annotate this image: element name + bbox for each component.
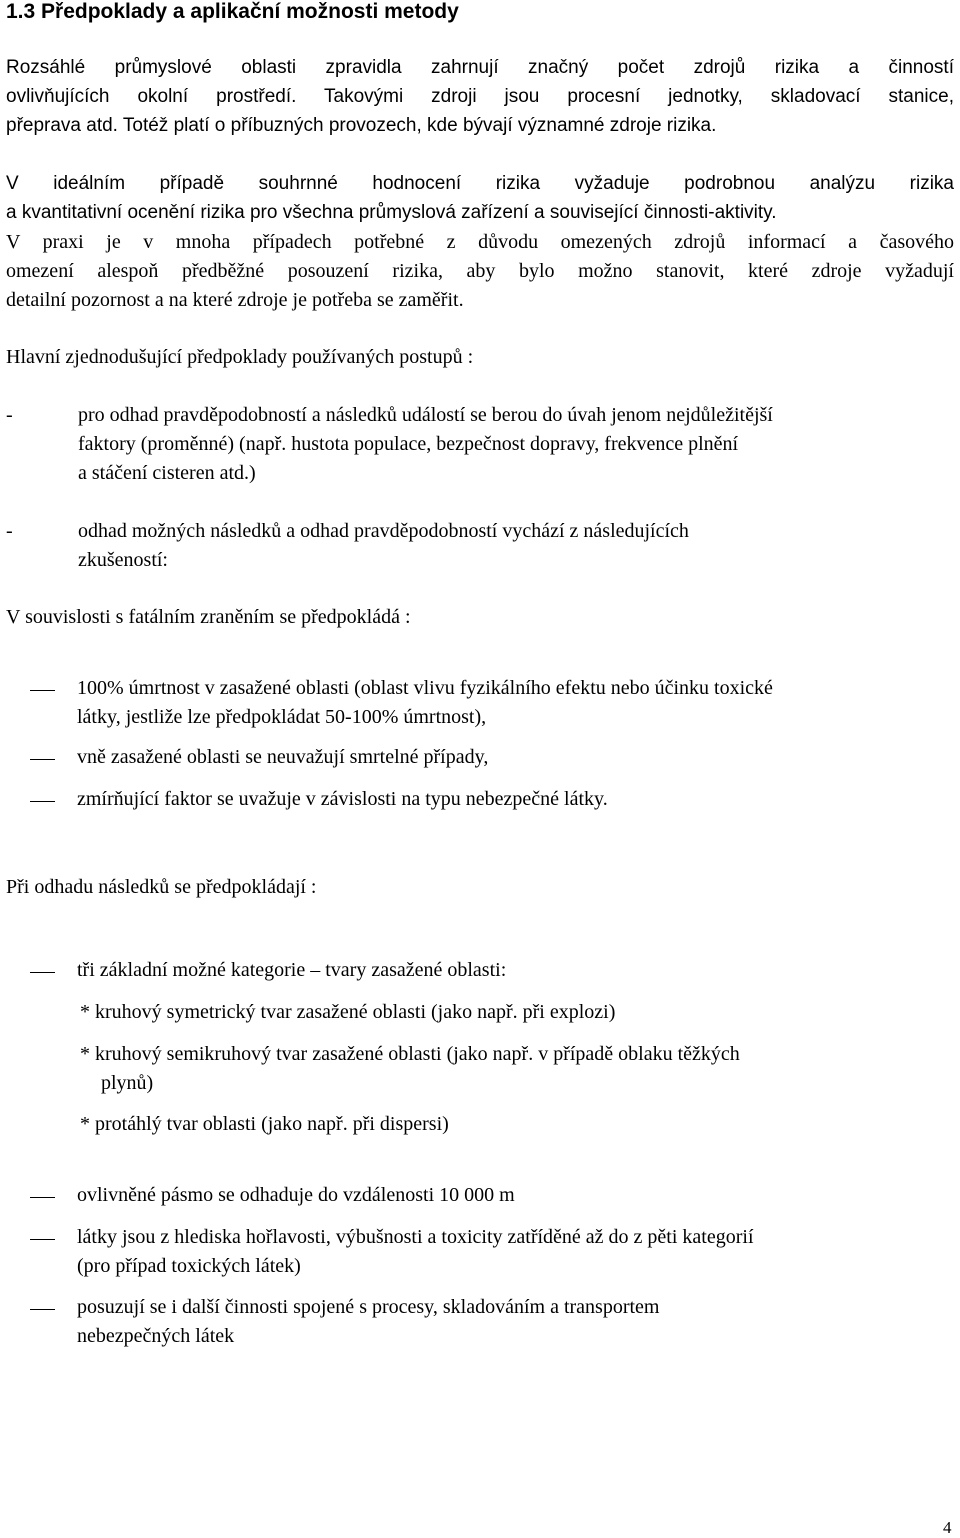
fatal-item-3-dash: [30, 801, 55, 802]
consequence-item-1-dash: [30, 972, 55, 973]
fatal-item-1-line-2: látky, jestliže lze předpokládat 50-100% úmrtnost),: [77, 706, 487, 728]
assumption-2-line-2: zkušeností:: [78, 549, 168, 571]
shape-subitem-3: * protáhlý tvar oblasti (jako např. při dispersi): [80, 1113, 449, 1135]
paragraph-3-line-3: detailní pozornost a na které zdroje je potřeba se zaměřit.: [6, 289, 464, 311]
consequence-item-2-dash: [30, 1197, 55, 1198]
shape-subitem-1: * kruhový symetrický tvar zasažené oblasti (jako např. při explozi): [80, 1001, 616, 1023]
consequence-item-2-line-1: ovlivněné pásmo se odhaduje do vzdálenosti 10 000 m: [77, 1184, 515, 1206]
paragraph-3-line-2: omezení alespoň předběžné posouzení rizika, aby bylo možno stanovit, které zdroje vyžadují: [6, 260, 954, 282]
consequence-item-4-line-2: nebezpečných látek: [77, 1325, 235, 1347]
paragraph-2-line-2: a kvantitativní ocenění rizika pro všechna průmyslová zařízení a související činnosti-aktivity.: [6, 202, 777, 223]
consequence-item-4-dash: [30, 1309, 55, 1310]
paragraph-2-line-1: V ideálním případě souhrnné hodnocení rizika vyžaduje podrobnou analýzu rizika: [6, 173, 954, 194]
assumption-2-line-1: odhad možných následků a odhad pravděpodobností vychází z následujících: [78, 520, 689, 542]
assumptions-heading: Hlavní zjednodušující předpoklady používaných postupů :: [6, 346, 474, 368]
paragraph-1-line-3: přeprava atd. Totéž platí o příbuzných provozech, kde bývají významné zdroje rizika.: [6, 115, 717, 136]
section-heading: 1.3 Předpoklady a aplikační možnosti metody: [6, 0, 459, 23]
shape-subitem-2-line-1: * kruhový semikruhový tvar zasažené oblasti (jako např. v případě oblaku těžkých: [80, 1043, 740, 1065]
page-number: 4: [943, 1518, 952, 1537]
consequence-item-1-line-1: tři základní možné kategorie – tvary zasažené oblasti:: [77, 959, 507, 981]
assumption-1-marker: -: [6, 404, 13, 426]
fatal-item-3-line-1: zmírňující faktor se uvažuje v závislosti na typu nebezpečné látky.: [77, 788, 608, 810]
fatal-item-2-dash: [30, 759, 55, 760]
assumption-1-line-3: a stáčení cisteren atd.): [78, 462, 256, 484]
consequence-heading: Při odhadu následků se předpokládají :: [6, 876, 317, 898]
assumption-2-marker: -: [6, 520, 13, 542]
paragraph-1-line-2: ovlivňujících okolní prostředí. Takovými zdroji jsou procesní jednotky, skladovací stanice,: [6, 86, 954, 107]
consequence-item-3-dash: [30, 1239, 55, 1240]
assumption-1-line-1: pro odhad pravděpodobností a následků událostí se berou do úvah jenom nejdůležitější: [78, 404, 773, 426]
fatal-item-2-line-1: vně zasažené oblasti se neuvažují smrtelné případy,: [77, 746, 489, 768]
assumption-1-line-2: faktory (proměnné) (např. hustota populace, bezpečnost dopravy, frekvence plnění: [78, 433, 739, 455]
fatal-heading: V souvislosti s fatálním zraněním se předpokládá :: [6, 606, 411, 628]
consequence-item-3-line-1: látky jsou z hlediska hořlavosti, výbušnosti a toxicity zatříděné až do z pěti kategorií: [77, 1226, 754, 1248]
paragraph-3-line-1: V praxi je v mnoha případech potřebné z důvodu omezených zdrojů informací a časového: [6, 231, 954, 253]
fatal-item-1-dash: [30, 690, 55, 691]
shape-subitem-2-line-2: plynů): [101, 1072, 154, 1094]
fatal-item-1-line-1: 100% úmrtnost v zasažené oblasti (oblast vlivu fyzikálního efektu nebo účinku toxické: [77, 677, 773, 699]
paragraph-1-line-1: Rozsáhlé průmyslové oblasti zpravidla zahrnují značný počet zdrojů rizika a činností: [6, 57, 954, 78]
consequence-item-3-line-2: (pro případ toxických látek): [77, 1255, 301, 1277]
consequence-item-4-line-1: posuzují se i další činnosti spojené s procesy, skladováním a transportem: [77, 1296, 660, 1318]
